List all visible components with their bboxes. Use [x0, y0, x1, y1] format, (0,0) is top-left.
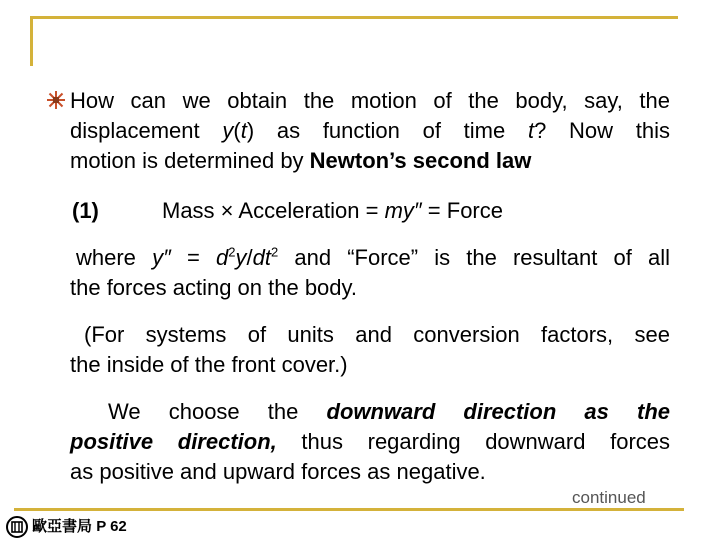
publisher-logo-icon [6, 516, 28, 538]
units-line-2: the inside of the front cover.) [70, 352, 348, 377]
newtons-second-law: Newton’s second law [309, 148, 532, 173]
intro-line-3: motion is determined by Newton’s second law [70, 148, 532, 173]
star-bullet-icon [46, 90, 66, 110]
frame-bottom-line [14, 508, 684, 511]
direction-line-1: We choose the downward direction as the [108, 399, 671, 424]
units-line-1: (For systems of units and conversion factors, see [84, 322, 670, 347]
paragraph-intro [70, 86, 670, 176]
paragraph-units [70, 320, 670, 380]
direction-line-2: positive direction, thus regarding downward forces [70, 429, 671, 454]
footer-page-ref: 歐亞書局 P 62 [32, 518, 127, 535]
frame-left-line [30, 16, 33, 66]
where-line-1: where $y'' = d^2y/dt^2$ and “Force” is the resultant of all [76, 244, 670, 270]
page-number: 62 [110, 518, 127, 535]
equation-text: Mass × Acceleration = my″ = Force [162, 198, 503, 223]
publisher-name: 歐亞書局 [32, 518, 93, 535]
paragraph-where [70, 243, 670, 303]
where-line-2: the forces acting on the body. [70, 275, 357, 300]
continued-label: continued [572, 488, 646, 507]
intro-line-2: displacement y(t) as function of time t? Now this [70, 118, 670, 143]
equation-number: (1) [72, 198, 99, 223]
paragraph-direction [70, 397, 670, 487]
frame-top-line [30, 16, 678, 19]
intro-line-1: How can we obtain the motion of the body, say, the [70, 88, 670, 113]
direction-line-3: as positive and upward forces as negative. [70, 459, 486, 484]
